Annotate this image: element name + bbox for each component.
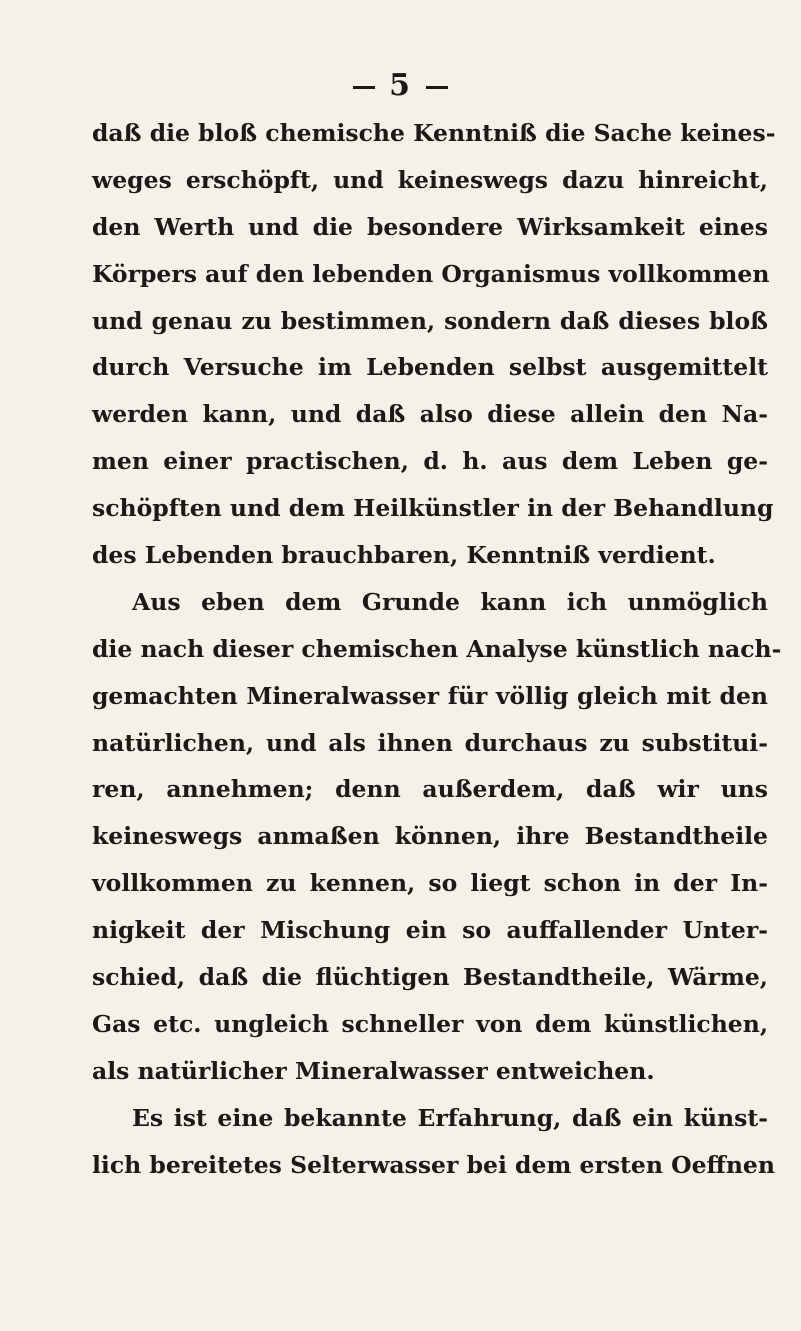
text-line: men einer practischen, d. h. aus dem Leben ge- bbox=[92, 447, 768, 476]
text-line: schöpften und dem Heilkünstler in der Behandlung bbox=[92, 494, 774, 523]
text-line: Gas etc. ungleich schneller von dem künstlichen, bbox=[92, 1009, 768, 1038]
text-line: den Werth und die besondere Wirksamkeit eines bbox=[92, 212, 768, 241]
page-number: 5 bbox=[389, 68, 412, 103]
header-dash-left bbox=[353, 86, 375, 89]
text-line: gemachten Mineralwasser für völlig gleich mit den bbox=[92, 681, 768, 710]
text-line: weges erschöpft, und keineswegs dazu hinreicht, bbox=[92, 165, 768, 194]
text-line: und genau zu bestimmen, sondern daß dieses bloß bbox=[92, 306, 768, 335]
text-line: Es ist eine bekannte Erfahrung, daß ein künst- bbox=[132, 1103, 768, 1132]
header-dash-right bbox=[426, 86, 448, 89]
text-line: schied, daß die flüchtigen Bestandtheile, Wärme, bbox=[92, 963, 768, 992]
text-line: daß die bloß chemische Kenntniß die Sache keines- bbox=[92, 119, 776, 147]
text-line: keineswegs anmaßen können, ihre Bestandtheile bbox=[92, 822, 768, 851]
text-line: natürlichen, und als ihnen durchaus zu substitui- bbox=[92, 728, 768, 757]
text-line: durch Versuche im Lebenden selbst ausgemittelt bbox=[92, 353, 768, 382]
text-line: werden kann, und daß also diese allein den Na- bbox=[92, 400, 768, 429]
text-line: als natürlicher Mineralwasser entweichen. bbox=[92, 1056, 655, 1085]
text-line: des Lebenden brauchbaren, Kenntniß verdient. bbox=[92, 541, 716, 570]
text-line: lich bereitetes Selterwasser bei dem ersten Oeffnen bbox=[92, 1150, 775, 1179]
text-line: Aus eben dem Grunde kann ich unmöglich bbox=[132, 587, 768, 616]
text-line: die nach dieser chemischen Analyse künstlich nach- bbox=[92, 634, 782, 663]
text-line: vollkommen zu kennen, so liegt schon in der In- bbox=[92, 869, 768, 898]
text-line: ren, annehmen; denn außerdem, daß wir uns bbox=[92, 775, 768, 804]
page-header bbox=[0, 68, 801, 103]
body-text bbox=[92, 110, 782, 1188]
text-line: Körpers auf den lebenden Organismus vollkommen bbox=[92, 259, 770, 288]
text-line: nigkeit der Mischung ein so auffallender Unter- bbox=[92, 916, 768, 945]
